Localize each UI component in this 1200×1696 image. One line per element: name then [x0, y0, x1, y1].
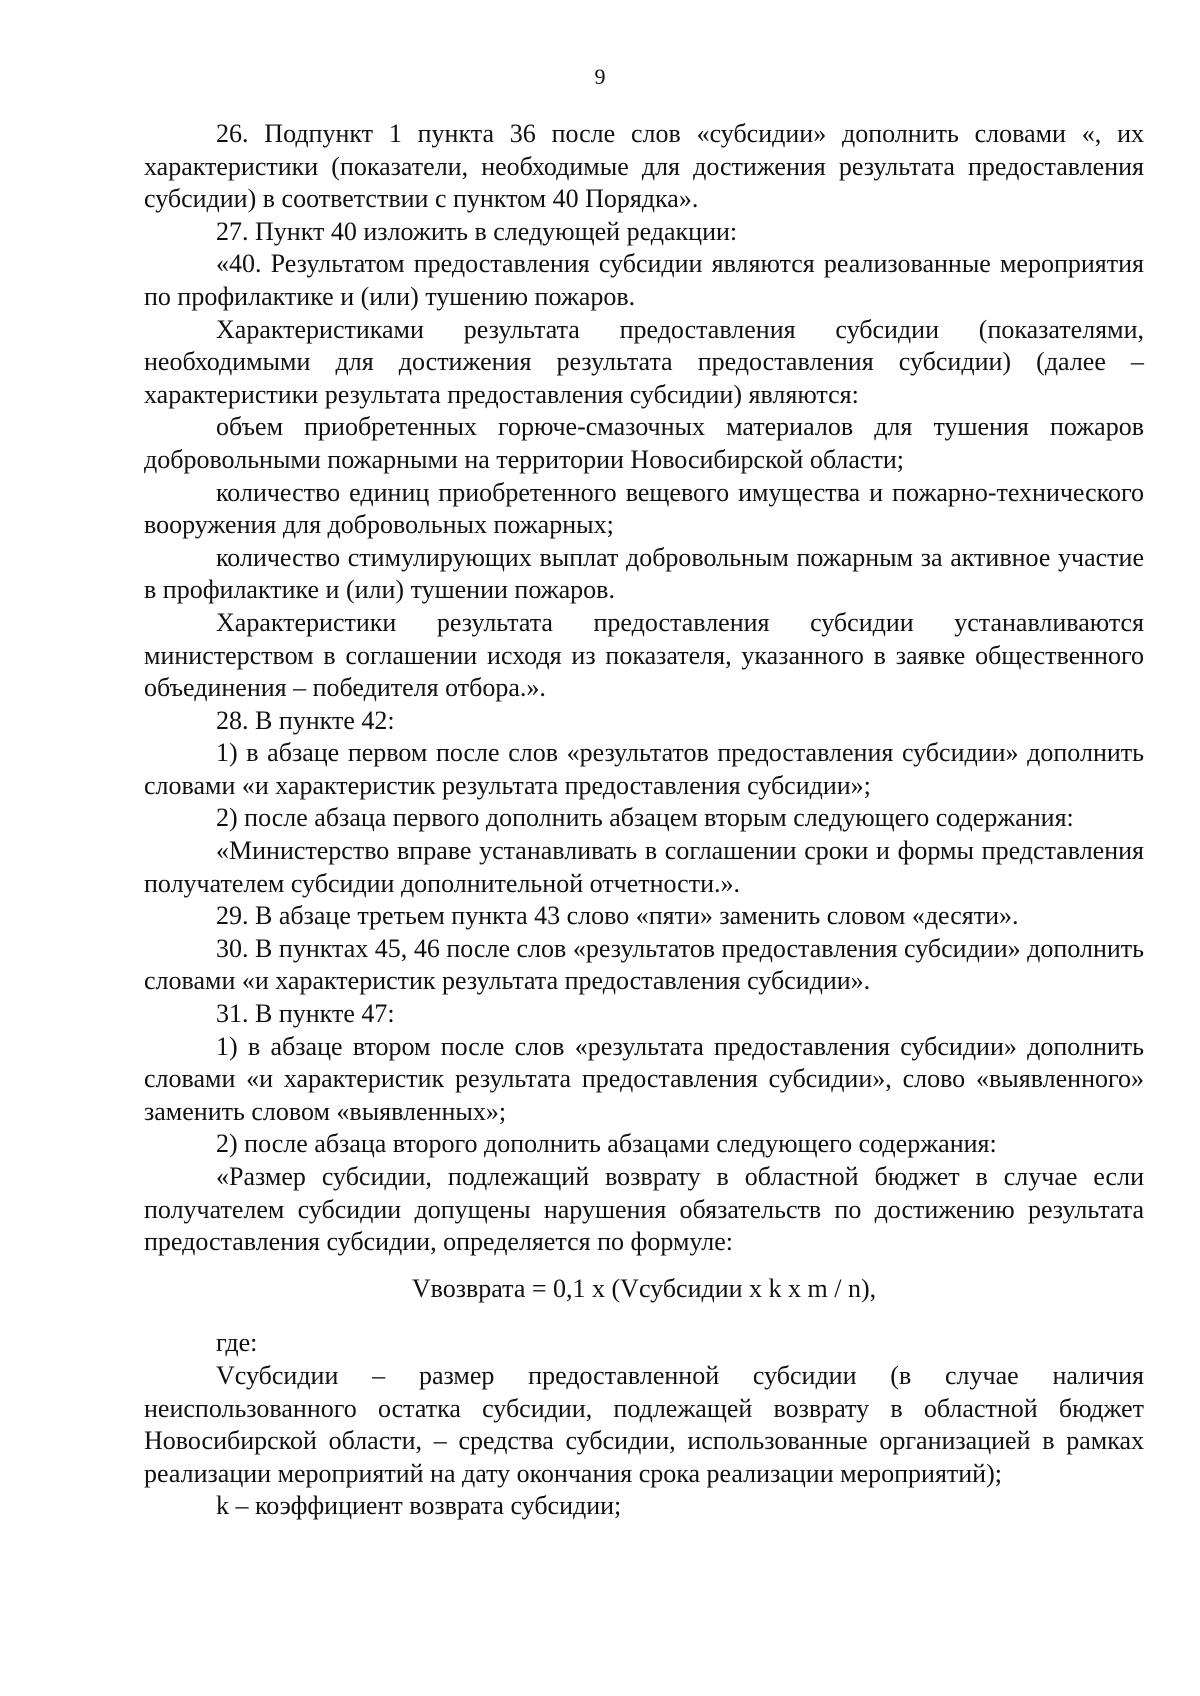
refund-formula: Vвозврата = 0,1 x (Vсубсидии x k x m / n),: [411, 1273, 877, 1303]
paragraph-characteristics-definition: Характеристиками результата предоставления субсидии (показателями, необходимыми для достижения результата предоставления субсидии) (далее – характеристики результата предоставления субсидии) являются:: [144, 314, 1144, 409]
paragraph-ministry-reporting: «Министерство вправе устанавливать в соглашении сроки и формы представления получателем субсидии дополнительной отчетности.».: [144, 836, 1144, 898]
paragraph-refund-size: «Размер субсидии, подлежащий возврату в областной бюджет в случае если получателем субсидии допущены нарушения обязательств по достижению результата предоставления субсидии, определяется по формуле:: [144, 1162, 1144, 1257]
paragraph-item-28: 28. В пункте 42:: [216, 705, 395, 735]
paragraph-item-26: 26. Подпункт 1 пункта 36 после слов «субсидии» дополнить словами «, их характеристики (показатели, необходимые для достижения результата предоставления субсидии) в соответствии с пунктом 40 Порядка».: [144, 119, 1144, 214]
document-body: [144, 118, 1144, 1523]
paragraph-item-31-sub-1: 1) в абзаце втором после слов «результата предоставления субсидии» дополнить словами «и характеристик результата предоставления субсидии», слово «выявленного» заменить словом «выявленных»;: [144, 1031, 1144, 1126]
paragraph-characteristics-set: Характеристики результата предоставления субсидии устанавливаются министерством в соглашении исходя из показателя, указанного в заявке общественного объединения – победителя отбора.».: [144, 607, 1144, 703]
paragraph-where: где:: [216, 1328, 258, 1358]
paragraph-item-28-sub-2: 2) после абзаца первого дополнить абзацем вторым следующего содержания:: [216, 803, 1074, 833]
page-number: 9: [594, 64, 606, 89]
paragraph-k-coefficient: k – коэффициент возврата субсидии;: [216, 1491, 622, 1521]
paragraph-item-31: 31. В пункте 47:: [216, 999, 395, 1029]
paragraph-v-subsidy-definition: Vсубсидии – размер предоставленной субсидии (в случае наличия неиспользованного остатка субсидии, подлежащей возврату в областной бюджет Новосибирской области, – средства субсидии, использованные организацией в рамках реализации мероприятий на дату окончания срока реализации мероприятий);: [144, 1360, 1144, 1488]
paragraph-item-31-sub-2: 2) после абзаца второго дополнить абзацами следующего содержания:: [216, 1129, 997, 1159]
paragraph-equipment-count: количество единиц приобретенного вещевого имущества и пожарно-технического вооружения для добровольных пожарных;: [144, 477, 1144, 540]
paragraph-payments-count: количество стимулирующих выплат добровольным пожарным за активное участие в профилактике и (или) тушении пожаров.: [144, 542, 1144, 605]
paragraph-item-27: 27. Пункт 40 изложить в следующей редакции:: [216, 216, 738, 246]
paragraph-fuel-volume: объем приобретенных горюче-смазочных материалов для тушения пожаров добровольными пожарными на территории Новосибирской области;: [144, 412, 1144, 474]
paragraph-item-29: 29. В абзаце третьем пункта 43 слово «пяти» заменить словом «десяти».: [216, 901, 1019, 931]
paragraph-item-28-sub-1: 1) в абзаце первом после слов «результатов предоставления субсидии» дополнить словами «и характеристик результата предоставления субсидии»;: [144, 738, 1144, 800]
paragraph-point-40-result: «40. Результатом предоставления субсидии являются реализованные мероприятия по профилактике и (или) тушению пожаров.: [144, 249, 1144, 311]
paragraph-item-30: 30. В пунктах 45, 46 после слов «результатов предоставления субсидии» дополнить словами «и характеристик результата предоставления субсидии».: [144, 933, 1144, 996]
